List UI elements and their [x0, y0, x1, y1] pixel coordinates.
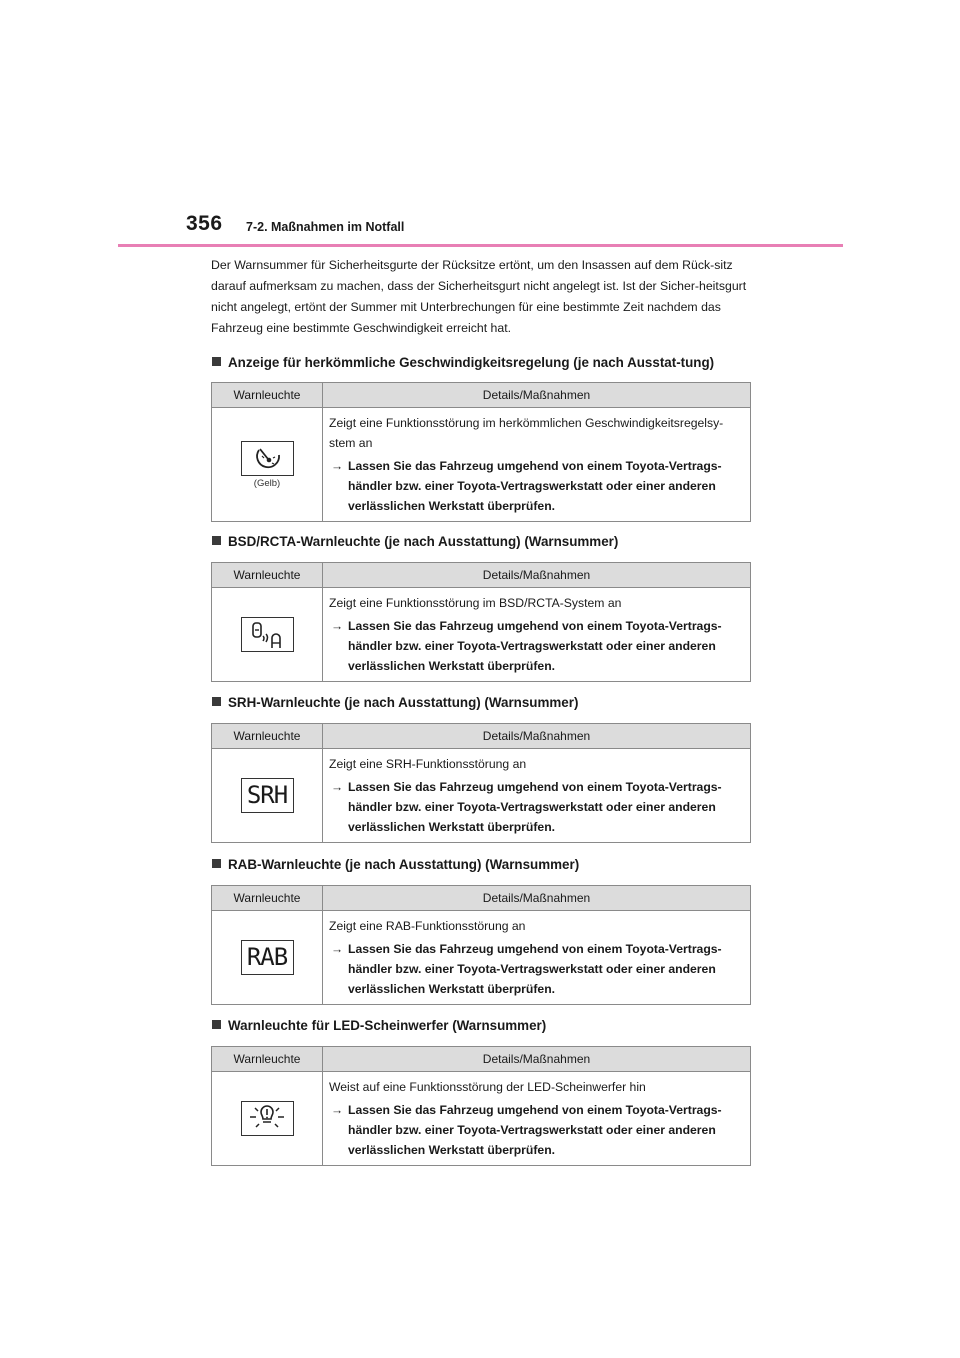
- icon-cell: [212, 749, 323, 843]
- table-header-row: [212, 383, 751, 408]
- column-header-details: Details/Maßnahmen: [323, 1047, 751, 1072]
- icon-cell: [212, 588, 323, 682]
- section-heading-text: Warnleuchte für LED-Scheinwerfer (Warnsummer): [228, 1018, 547, 1033]
- warning-table: [211, 562, 751, 682]
- table-row: [212, 1072, 751, 1166]
- warning-table: [211, 723, 751, 843]
- srh-icon: [241, 778, 294, 813]
- detail-cell: [323, 588, 751, 682]
- table-header-row: [212, 1047, 751, 1072]
- column-header-details: Details/Maßnahmen: [323, 886, 751, 911]
- arrow-right-icon: →: [331, 1103, 344, 1117]
- section-heading: [211, 532, 751, 551]
- section-heading-text: BSD/RCTA-Warnleuchte (je nach Ausstattung) (Warnsummer): [228, 534, 619, 549]
- column-header-details: Details/Maßnahmen: [323, 563, 751, 588]
- detail-cell: [323, 408, 751, 522]
- section-title: 7-2. Maßnahmen im Notfall: [246, 220, 405, 234]
- detail-text: Zeigt eine SRH-Funktionsstörung an: [329, 757, 527, 771]
- intro-paragraph: Der Warnsummer für Sicherheitsgurte der Rücksitze ertönt, um den Insassen auf dem Rück-sitz darauf aufmerksam zu machen, dass der Sicherheitsgurt nicht angelegt ist. Ist der Sicher-heitsgurt nicht angelegt, ertönt der Summer mit Unterbrechungen für eine bestimmte Zeit nachdem das Fahrzeug eine bestimmte Geschwindigkeit erreicht hat.: [211, 258, 747, 335]
- detail-cell: [323, 911, 751, 1005]
- detail-text: Weist auf eine Funktionsstörung der LED-Scheinwerfer hin: [329, 1080, 646, 1094]
- icon-cell: [212, 1072, 323, 1166]
- header-rule: [118, 244, 843, 247]
- action-text: Lassen Sie das Fahrzeug umgehend von einem Toyota-Vertrags-händler bzw. einer Toyota-Vertragswerkstatt oder einer anderen verlässlichen Werkstatt überprüfen.: [348, 780, 722, 834]
- action-text: Lassen Sie das Fahrzeug umgehend von einem Toyota-Vertrags-händler bzw. einer Toyota-Vertragswerkstatt oder einer anderen verlässlichen Werkstatt überprüfen.: [348, 459, 722, 513]
- section-heading: [211, 855, 751, 874]
- section-bsd-rcta: [211, 532, 751, 682]
- table-header-row: [212, 886, 751, 911]
- warning-table: [211, 382, 751, 522]
- section-heading-text: RAB-Warnleuchte (je nach Ausstattung) (Warnsummer): [228, 857, 580, 872]
- column-header-warnleuchte: Warnleuchte: [212, 383, 323, 408]
- section-rab: [211, 855, 751, 1005]
- action-text: Lassen Sie das Fahrzeug umgehend von einem Toyota-Vertrags-händler bzw. einer Toyota-Vertragswerkstatt oder einer anderen verlässlichen Werkstatt überprüfen.: [348, 942, 722, 996]
- bullet-square-icon: [212, 536, 221, 545]
- cruise-control-gauge-icon: [241, 441, 294, 476]
- section-srh: [211, 693, 751, 843]
- bullet-square-icon: [212, 357, 221, 366]
- rab-icon: [241, 940, 294, 975]
- section-heading: [211, 1016, 751, 1035]
- action-text-block: [329, 939, 742, 999]
- column-header-warnleuchte: Warnleuchte: [212, 1047, 323, 1072]
- table-header-row: [212, 563, 751, 588]
- column-header-warnleuchte: Warnleuchte: [212, 563, 323, 588]
- section-heading: [211, 353, 751, 372]
- bullet-square-icon: [212, 697, 221, 706]
- bsd-rcta-icon: [241, 617, 294, 652]
- icon-cell: [212, 408, 323, 522]
- section-heading: [211, 693, 751, 712]
- page-content: [211, 255, 751, 1166]
- bullet-square-icon: [212, 859, 221, 868]
- detail-text: Zeigt eine Funktionsstörung im BSD/RCTA-System an: [329, 596, 622, 610]
- section-cruise-control: [211, 353, 751, 522]
- warning-table: [211, 885, 751, 1005]
- action-text: Lassen Sie das Fahrzeug umgehend von einem Toyota-Vertrags-händler bzw. einer Toyota-Vertragswerkstatt oder einer anderen verlässlichen Werkstatt überprüfen.: [348, 1103, 722, 1157]
- detail-cell: [323, 1072, 751, 1166]
- action-text-block: [329, 777, 742, 837]
- icon-cell: [212, 911, 323, 1005]
- page-number: 356: [186, 212, 223, 235]
- led-headlight-warning-icon: [241, 1101, 294, 1136]
- column-header-details: Details/Maßnahmen: [323, 383, 751, 408]
- column-header-details: Details/Maßnahmen: [323, 724, 751, 749]
- section-heading-text: Anzeige für herkömmliche Geschwindigkeitsregelung (je nach Ausstat-tung): [228, 355, 715, 370]
- rab-icon-text: RAB: [246, 943, 288, 971]
- action-text-block: [329, 1100, 742, 1160]
- arrow-right-icon: →: [331, 942, 344, 956]
- arrow-right-icon: →: [331, 780, 344, 794]
- srh-icon-text: SRH: [246, 781, 288, 809]
- table-row: [212, 749, 751, 843]
- action-text: Lassen Sie das Fahrzeug umgehend von einem Toyota-Vertrags-händler bzw. einer Toyota-Vertragswerkstatt oder einer anderen verlässlichen Werkstatt überprüfen.: [348, 619, 722, 673]
- warning-table: [211, 1046, 751, 1166]
- table-header-row: [212, 724, 751, 749]
- action-text-block: [329, 456, 742, 516]
- table-row: [212, 408, 751, 522]
- arrow-right-icon: →: [331, 619, 344, 633]
- table-row: [212, 911, 751, 1005]
- detail-text: Zeigt eine Funktionsstörung im herkömmlichen Geschwindigkeitsregelsy-stem an: [329, 416, 724, 450]
- detail-cell: [323, 749, 751, 843]
- icon-caption: (Gelb): [253, 477, 281, 489]
- bullet-square-icon: [212, 1020, 221, 1029]
- section-heading-text: SRH-Warnleuchte (je nach Ausstattung) (Warnsummer): [228, 695, 579, 710]
- detail-text: Zeigt eine RAB-Funktionsstörung an: [329, 919, 526, 933]
- section-led-headlight: [211, 1016, 751, 1166]
- column-header-warnleuchte: Warnleuchte: [212, 724, 323, 749]
- table-row: [212, 588, 751, 682]
- action-text-block: [329, 616, 742, 676]
- column-header-warnleuchte: Warnleuchte: [212, 886, 323, 911]
- arrow-right-icon: →: [331, 459, 344, 473]
